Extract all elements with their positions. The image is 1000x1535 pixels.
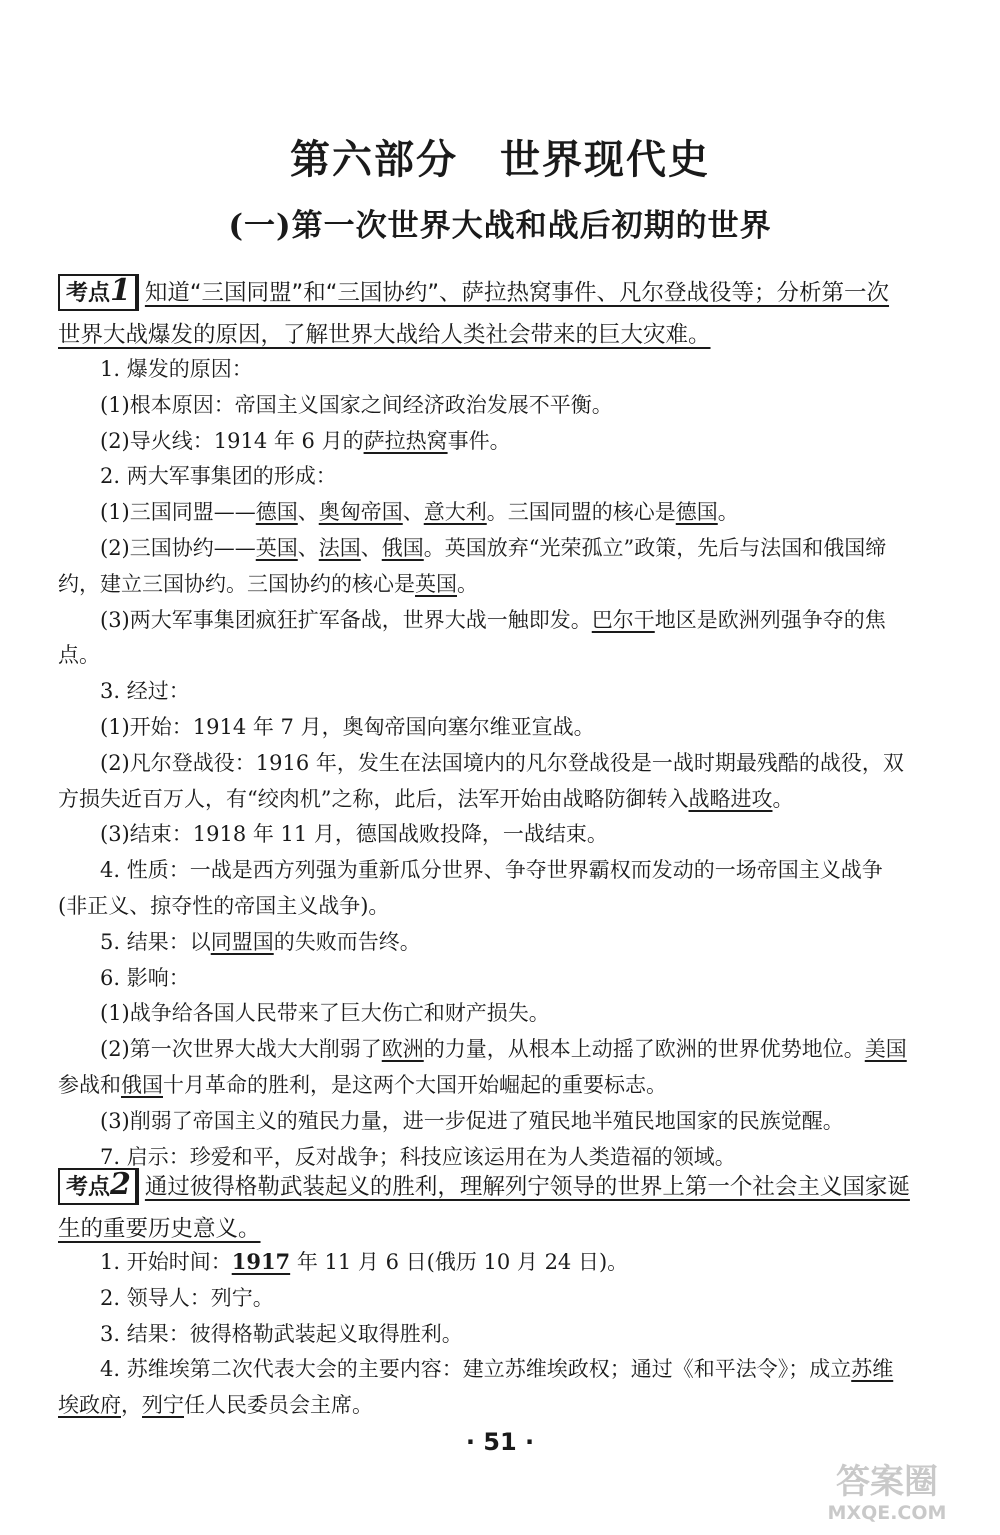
- paragraph: (2)导火线：1914 年 6 月的萨拉热窝事件。: [100, 428, 511, 453]
- page-number: · 51 ·: [465, 1428, 535, 1456]
- part-title: 第六部分 世界现代史: [290, 137, 710, 183]
- key-term: 美国: [864, 1037, 907, 1062]
- key-term: 1917: [231, 1249, 291, 1274]
- paragraph: (3)结束：1918 年 11 月，德国战败投降，一战结束。: [100, 822, 608, 847]
- watermark-logo: [805, 1455, 970, 1525]
- paragraph: 3. 经过：: [100, 679, 190, 704]
- paragraph: (1)战争给各国人民带来了巨大伤亡和财产损失。: [100, 1001, 550, 1026]
- key-term: 苏维埃政府: [58, 1357, 894, 1418]
- section-2-body: [58, 1244, 910, 1424]
- paragraph: 2. 两大军事集团的形成：: [100, 464, 337, 489]
- key-term: 法国: [318, 535, 361, 560]
- paragraph: (2)凡尔登战役：1916 年，发生在法国境内的凡尔登战役是一战时期最残酷的战役，双方损失近百万人，有“绞肉机”之称，此后，法军开始由战略防御转入战略进攻。: [58, 750, 904, 811]
- paragraph: (2)三国协约——英国、法国、俄国。英国放弃“光荣孤立”政策，先后与法国和俄国缔约，建立三国协约。三国协约的核心是英国。: [58, 535, 887, 596]
- paragraph: (2)第一次世界大战大大削弱了欧洲的力量，从根本上动摇了欧洲的世界优势地位。美国参战和俄国十月革命的胜利，是这两个大国开始崛起的重要标志。: [58, 1037, 907, 1097]
- paragraph: (1)三国同盟——德国、奥匈帝国、意大利。三国同盟的核心是德国。: [100, 500, 739, 525]
- section-1-body: [58, 352, 910, 1175]
- kaodian-2-text: 通过彼得格勒武装起义的胜利，理解列宁领导的世界上第一个社会主义国家诞生的重要历史意义。: [58, 1174, 910, 1242]
- key-term: 列宁: [142, 1393, 184, 1418]
- paragraph: (1)根本原因：帝国主义国家之间经济政治发展不平衡。: [100, 392, 613, 417]
- paragraph: 4. 苏维埃第二次代表大会的主要内容：建立苏维埃政权；通过《和平法令》；成立苏维埃政府，列宁任人民委员会主席。: [58, 1357, 894, 1418]
- key-term: 奥匈帝国: [318, 500, 403, 525]
- key-term: 意大利: [423, 500, 487, 525]
- section-title: (一)第一次世界大战和战后初期的世界: [228, 208, 772, 244]
- key-term: 同盟国: [210, 929, 274, 954]
- kaodian-1-text: 知道“三国同盟”和“三国协约”、萨拉热窝事件、凡尔登战役等；分析第一次世界大战爆发的原因，了解世界大战给人类社会带来的巨大灾难。: [58, 280, 890, 348]
- paragraph: 2. 领导人：列宁。: [100, 1285, 274, 1310]
- paragraph: 7. 启示：珍爱和平，反对战争；科技应该运用在为人类造福的领域。: [100, 1144, 736, 1169]
- key-term: 萨拉热窝: [363, 428, 448, 453]
- paragraph: 4. 性质：一战是西方列强为重新瓜分世界、争夺世界霸权而发动的一场帝国主义战争(非正义、掠夺性的帝国主义战争)。: [58, 858, 883, 918]
- key-term: 欧洲: [381, 1037, 424, 1062]
- paragraph: 5. 结果：以同盟国的失败而告终。: [100, 929, 421, 954]
- paragraph: (1)开始：1914 年 7 月，奥匈帝国向塞尔维亚宣战。: [100, 714, 595, 739]
- kaodian-2: [58, 1166, 910, 1250]
- paragraph: 1. 爆发的原因：: [100, 357, 253, 381]
- kaodian-label: 考点: [66, 281, 111, 306]
- key-term: 英国: [415, 571, 457, 596]
- paragraph: 3. 结果：彼得格勒武装起义取得胜利。: [100, 1321, 463, 1346]
- paragraph: 6. 影响：: [100, 965, 190, 990]
- watermark-line1: 答案圈: [836, 1462, 938, 1502]
- kaodian-2-tag: [58, 1168, 139, 1205]
- kaodian-label: 考点: [66, 1175, 111, 1200]
- key-term: 德国: [255, 500, 298, 525]
- key-term: 英国: [255, 535, 298, 560]
- key-term: 德国: [675, 500, 718, 525]
- paragraph: (3)削弱了帝国主义的殖民力量，进一步促进了殖民地半殖民地国家的民族觉醒。: [100, 1108, 844, 1133]
- kaodian-number: 2: [110, 1167, 131, 1202]
- key-term: 战略进攻: [688, 786, 773, 811]
- kaodian-number: 1: [110, 273, 131, 308]
- kaodian-1-tag: [58, 274, 139, 311]
- key-term: 巴尔干: [591, 607, 655, 632]
- paragraph: 1. 开始时间：1917 年 11 月 6 日(俄历 10 月 24 日)。: [100, 1249, 629, 1274]
- key-term: 俄国: [121, 1072, 163, 1097]
- key-term: 俄国: [381, 535, 424, 560]
- paragraph: (3)两大军事集团疯狂扩军备战，世界大战一触即发。巴尔干地区是欧洲列强争夺的焦点。: [58, 607, 886, 668]
- watermark-line2: MXQE.COM: [827, 1502, 947, 1524]
- kaodian-1: [58, 272, 910, 356]
